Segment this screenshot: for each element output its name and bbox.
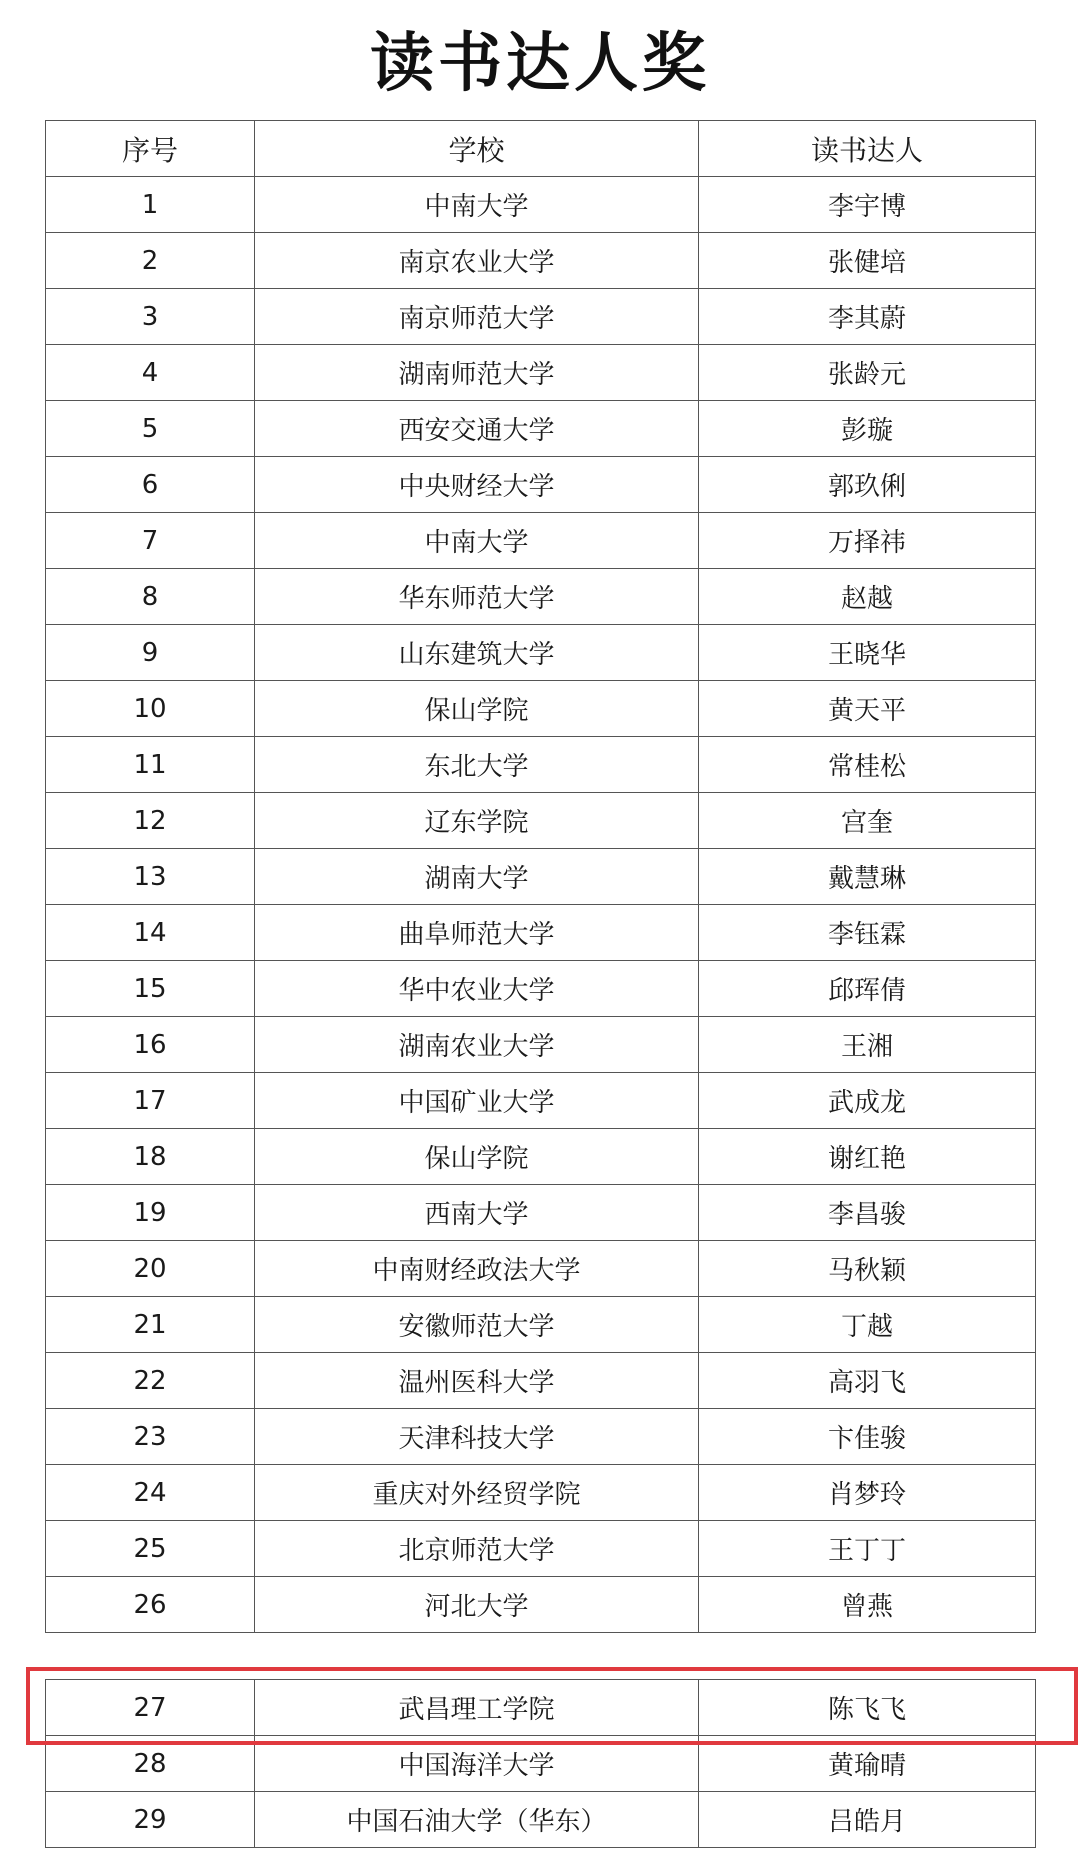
cell-school: 重庆对外经贸学院 xyxy=(255,1465,699,1521)
cell-school: 中央财经大学 xyxy=(255,457,699,513)
cell-index: 19 xyxy=(46,1185,255,1241)
cell-index: 18 xyxy=(46,1129,255,1185)
cell-index: 7 xyxy=(46,513,255,569)
cell-school: 山东建筑大学 xyxy=(255,625,699,681)
cell-school: 西安交通大学 xyxy=(255,401,699,457)
cell-name: 常桂松 xyxy=(699,737,1036,793)
table-row xyxy=(46,1129,1036,1185)
table-row xyxy=(46,1185,1036,1241)
table-row xyxy=(46,681,1036,737)
cell-index: 28 xyxy=(46,1736,255,1792)
cell-name: 李宇博 xyxy=(699,177,1036,233)
cell-school: 中国矿业大学 xyxy=(255,1073,699,1129)
cell-index: 10 xyxy=(46,681,255,737)
column-header: 学校 xyxy=(255,121,699,177)
cell-index: 29 xyxy=(46,1792,255,1848)
cell-name: 李其蔚 xyxy=(699,289,1036,345)
cell-name: 李钰霖 xyxy=(699,905,1036,961)
table-row xyxy=(46,177,1036,233)
cell-school: 北京师范大学 xyxy=(255,1521,699,1577)
cell-index: 22 xyxy=(46,1353,255,1409)
cell-name: 王丁丁 xyxy=(699,1521,1036,1577)
cell-school: 南京师范大学 xyxy=(255,289,699,345)
cell-school: 天津科技大学 xyxy=(255,1409,699,1465)
table-row xyxy=(46,1792,1036,1848)
table-row xyxy=(46,569,1036,625)
table-row xyxy=(46,793,1036,849)
cell-school: 保山学院 xyxy=(255,681,699,737)
cell-name: 丁越 xyxy=(699,1297,1036,1353)
cell-school: 中国石油大学（华东） xyxy=(255,1792,699,1848)
table-row xyxy=(46,1409,1036,1465)
cell-index: 15 xyxy=(46,961,255,1017)
table-row xyxy=(46,905,1036,961)
cell-index: 13 xyxy=(46,849,255,905)
table-row xyxy=(46,737,1036,793)
cell-school: 中南大学 xyxy=(255,177,699,233)
table-row xyxy=(46,233,1036,289)
cell-name: 赵越 xyxy=(699,569,1036,625)
table-row xyxy=(46,513,1036,569)
cell-index: 26 xyxy=(46,1577,255,1633)
cell-name: 高羽飞 xyxy=(699,1353,1036,1409)
cell-name: 曾燕 xyxy=(699,1577,1036,1633)
cell-school: 武昌理工学院 xyxy=(255,1680,699,1736)
table-row xyxy=(46,1353,1036,1409)
cell-index: 25 xyxy=(46,1521,255,1577)
cell-name: 肖梦玲 xyxy=(699,1465,1036,1521)
cell-name: 张健培 xyxy=(699,233,1036,289)
cell-name: 宫奎 xyxy=(699,793,1036,849)
cell-name: 黄天平 xyxy=(699,681,1036,737)
cell-school: 湖南师范大学 xyxy=(255,345,699,401)
cell-name: 戴慧琳 xyxy=(699,849,1036,905)
cell-index: 6 xyxy=(46,457,255,513)
cell-index: 20 xyxy=(46,1241,255,1297)
table-row xyxy=(46,625,1036,681)
table-row xyxy=(46,1017,1036,1073)
cell-school: 温州医科大学 xyxy=(255,1353,699,1409)
column-header: 序号 xyxy=(46,121,255,177)
table-row xyxy=(46,289,1036,345)
cell-school: 湖南大学 xyxy=(255,849,699,905)
cell-index: 23 xyxy=(46,1409,255,1465)
table-row xyxy=(46,401,1036,457)
table-row xyxy=(46,849,1036,905)
cell-name: 谢红艳 xyxy=(699,1129,1036,1185)
award-table xyxy=(45,120,1036,1633)
cell-name: 武成龙 xyxy=(699,1073,1036,1129)
cell-school: 中国海洋大学 xyxy=(255,1736,699,1792)
cell-name: 邱珲倩 xyxy=(699,961,1036,1017)
cell-name: 郭玖俐 xyxy=(699,457,1036,513)
cell-index: 4 xyxy=(46,345,255,401)
cell-index: 8 xyxy=(46,569,255,625)
page-title: 读书达人奖 xyxy=(370,27,710,101)
cell-index: 3 xyxy=(46,289,255,345)
cell-index: 27 xyxy=(46,1680,255,1736)
cell-school: 安徽师范大学 xyxy=(255,1297,699,1353)
table-row xyxy=(46,1073,1036,1129)
cell-name: 王湘 xyxy=(699,1017,1036,1073)
cell-name: 万择祎 xyxy=(699,513,1036,569)
table-header xyxy=(46,121,1036,177)
cell-school: 华东师范大学 xyxy=(255,569,699,625)
cell-school: 河北大学 xyxy=(255,1577,699,1633)
cell-index: 21 xyxy=(46,1297,255,1353)
cell-index: 2 xyxy=(46,233,255,289)
cell-index: 5 xyxy=(46,401,255,457)
cell-name: 马秋颖 xyxy=(699,1241,1036,1297)
cell-school: 曲阜师范大学 xyxy=(255,905,699,961)
cell-name: 黄瑜晴 xyxy=(699,1736,1036,1792)
cell-name: 张龄元 xyxy=(699,345,1036,401)
table-row xyxy=(46,961,1036,1017)
cell-school: 湖南农业大学 xyxy=(255,1017,699,1073)
cell-school: 南京农业大学 xyxy=(255,233,699,289)
table-row xyxy=(46,457,1036,513)
cell-name: 彭璇 xyxy=(699,401,1036,457)
highlight-box xyxy=(26,1667,1078,1745)
cell-school: 保山学院 xyxy=(255,1129,699,1185)
table-row xyxy=(46,345,1036,401)
cell-index: 12 xyxy=(46,793,255,849)
column-header: 读书达人 xyxy=(699,121,1036,177)
cell-school: 华中农业大学 xyxy=(255,961,699,1017)
cell-name: 吕皓月 xyxy=(699,1792,1036,1848)
cell-school: 西南大学 xyxy=(255,1185,699,1241)
cell-index: 17 xyxy=(46,1073,255,1129)
cell-index: 11 xyxy=(46,737,255,793)
table-row xyxy=(46,1241,1036,1297)
table-row xyxy=(46,1465,1036,1521)
cell-index: 16 xyxy=(46,1017,255,1073)
cell-name: 陈飞飞 xyxy=(699,1680,1036,1736)
table-row xyxy=(46,1297,1036,1353)
cell-name: 李昌骏 xyxy=(699,1185,1036,1241)
cell-index: 9 xyxy=(46,625,255,681)
table-row xyxy=(46,1521,1036,1577)
cell-school: 东北大学 xyxy=(255,737,699,793)
cell-school: 中南财经政法大学 xyxy=(255,1241,699,1297)
cell-index: 1 xyxy=(46,177,255,233)
cell-index: 14 xyxy=(46,905,255,961)
cell-name: 王晓华 xyxy=(699,625,1036,681)
table-row xyxy=(46,1577,1036,1633)
cell-name: 卞佳骏 xyxy=(699,1409,1036,1465)
cell-school: 中南大学 xyxy=(255,513,699,569)
cell-index: 24 xyxy=(46,1465,255,1521)
cell-school: 辽东学院 xyxy=(255,793,699,849)
